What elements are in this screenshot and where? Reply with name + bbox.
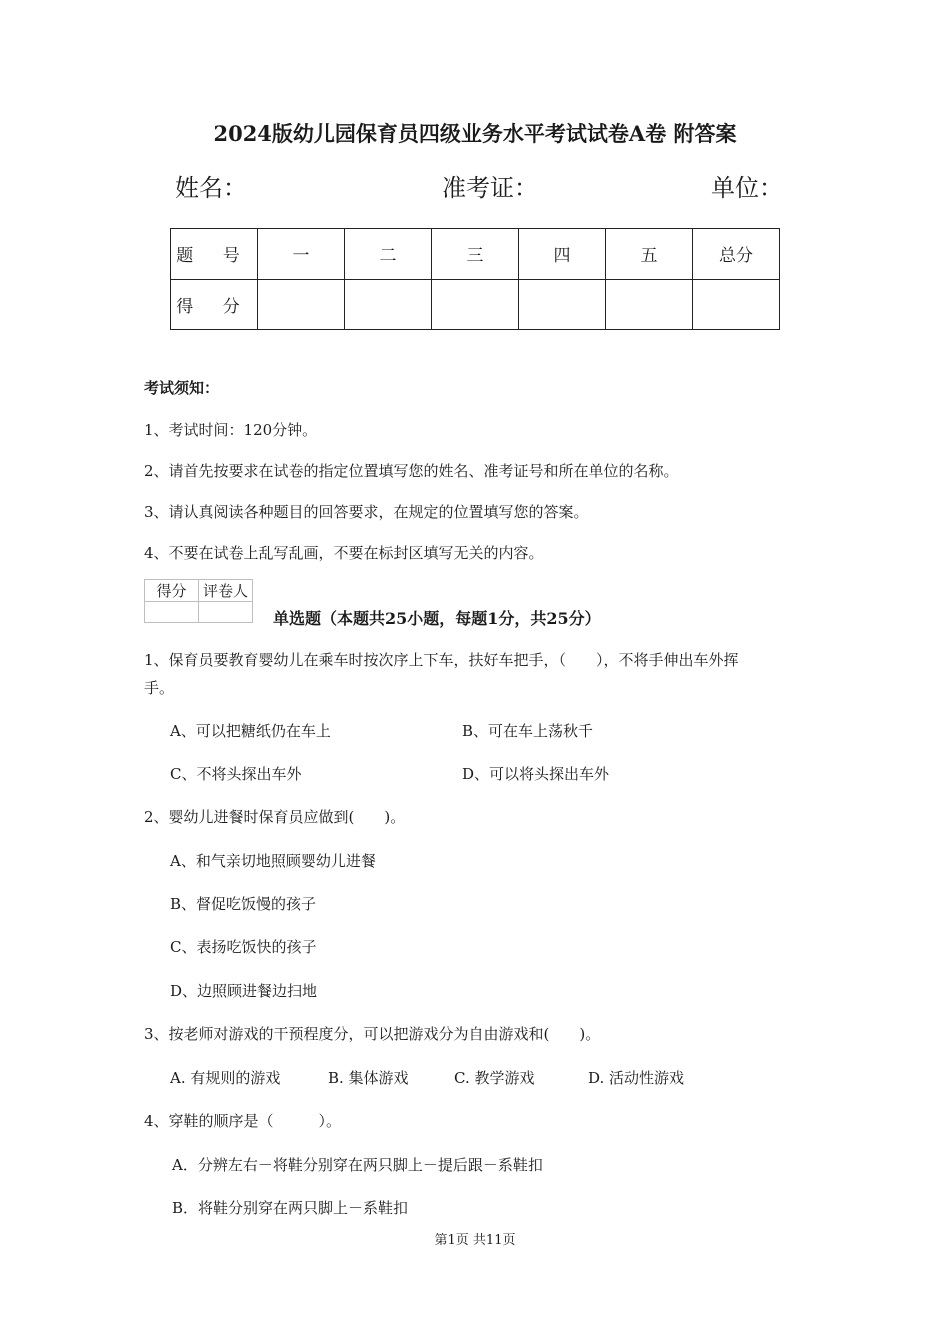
score-entry-cell[interactable] <box>432 279 519 330</box>
score-table-cell: 题 号 <box>171 229 258 280</box>
question-1-option-b[interactable]: B、可在车上荡秋千 <box>462 722 594 740</box>
section-title: 单选题（本题共25小题，每题1分，共25分） <box>273 609 601 628</box>
score-table-cell: 总分 <box>693 229 780 280</box>
question-2-option-c[interactable]: C、表扬吃饭快的孩子 <box>170 938 317 956</box>
name-field-label: 姓名： <box>175 174 247 202</box>
exam-id-field-label: 准考证： <box>442 174 538 202</box>
instruction-item: 4、不要在试卷上乱写乱画，不要在标封区填写无关的内容。 <box>144 544 544 562</box>
grader-box <box>144 579 253 623</box>
score-table-cell: 二 <box>345 229 432 280</box>
question-3-option-b[interactable]: B. 集体游戏 <box>328 1069 409 1087</box>
score-table-header-row <box>171 229 780 280</box>
question-3-option-d[interactable]: D. 活动性游戏 <box>588 1069 685 1087</box>
score-entry-cell[interactable] <box>519 279 606 330</box>
score-entry-cell[interactable] <box>606 279 693 330</box>
grader-score-cell[interactable] <box>145 602 199 623</box>
question-1-option-a[interactable]: A、可以把糖纸仍在车上 <box>170 722 331 740</box>
score-entry-cell[interactable] <box>258 279 345 330</box>
question-3-stem: 3、按老师对游戏的干预程度分，可以把游戏分为自由游戏和( )。 <box>144 1025 601 1043</box>
instruction-item: 2、请首先按要求在试卷的指定位置填写您的姓名、准考证号和所在单位的名称。 <box>144 462 679 480</box>
question-1-stem-continued: 手。 <box>144 679 175 697</box>
page-footer: 第1页 共11页 <box>434 1233 516 1248</box>
score-table-cell: 得 分 <box>171 279 258 330</box>
unit-field-label: 单位： <box>711 174 783 202</box>
question-3-option-a[interactable]: A. 有规则的游戏 <box>170 1069 281 1087</box>
grader-score-label: 得分 <box>145 580 199 602</box>
question-1-option-d[interactable]: D、可以将头探出车外 <box>462 765 610 783</box>
instruction-item: 3、请认真阅读各种题目的回答要求，在规定的位置填写您的答案。 <box>144 503 589 521</box>
score-entry-cell[interactable] <box>345 279 432 330</box>
question-2-option-d[interactable]: D、边照顾进餐边扫地 <box>170 982 318 1000</box>
question-4-option-a[interactable]: A．分辨左右－将鞋分别穿在两只脚上－提后跟－系鞋扣 <box>172 1156 543 1174</box>
instruction-item: 1、考试时间：120分钟。 <box>144 421 318 439</box>
question-3-option-c[interactable]: C. 教学游戏 <box>454 1069 535 1087</box>
score-table <box>170 228 780 330</box>
question-4-stem: 4、穿鞋的顺序是（ ）。 <box>144 1112 342 1130</box>
question-1-stem: 1、保育员要教育婴幼儿在乘车时按次序上下车，扶好车把手，（ ），不将手伸出车外挥 <box>144 651 739 669</box>
score-table-cell: 三 <box>432 229 519 280</box>
document-title: 2024版幼儿园保育员四级业务水平考试试卷A卷 附答案 <box>213 121 737 146</box>
question-1-option-c[interactable]: C、不将头探出车外 <box>170 765 302 783</box>
grader-name-label: 评卷人 <box>199 580 253 602</box>
instructions-heading: 考试须知： <box>144 379 220 397</box>
score-table-score-row <box>171 279 780 330</box>
question-2-option-a[interactable]: A、和气亲切地照顾婴幼儿进餐 <box>170 852 376 870</box>
score-table-cell: 一 <box>258 229 345 280</box>
score-table-cell: 四 <box>519 229 606 280</box>
score-entry-cell[interactable] <box>693 279 780 330</box>
score-table-cell: 五 <box>606 229 693 280</box>
question-2-option-b[interactable]: B、督促吃饭慢的孩子 <box>170 895 317 913</box>
question-2-stem: 2、婴幼儿进餐时保育员应做到( )。 <box>144 808 406 826</box>
grader-name-cell[interactable] <box>199 602 253 623</box>
question-4-option-b[interactable]: B．将鞋分别穿在两只脚上－系鞋扣 <box>172 1199 409 1217</box>
